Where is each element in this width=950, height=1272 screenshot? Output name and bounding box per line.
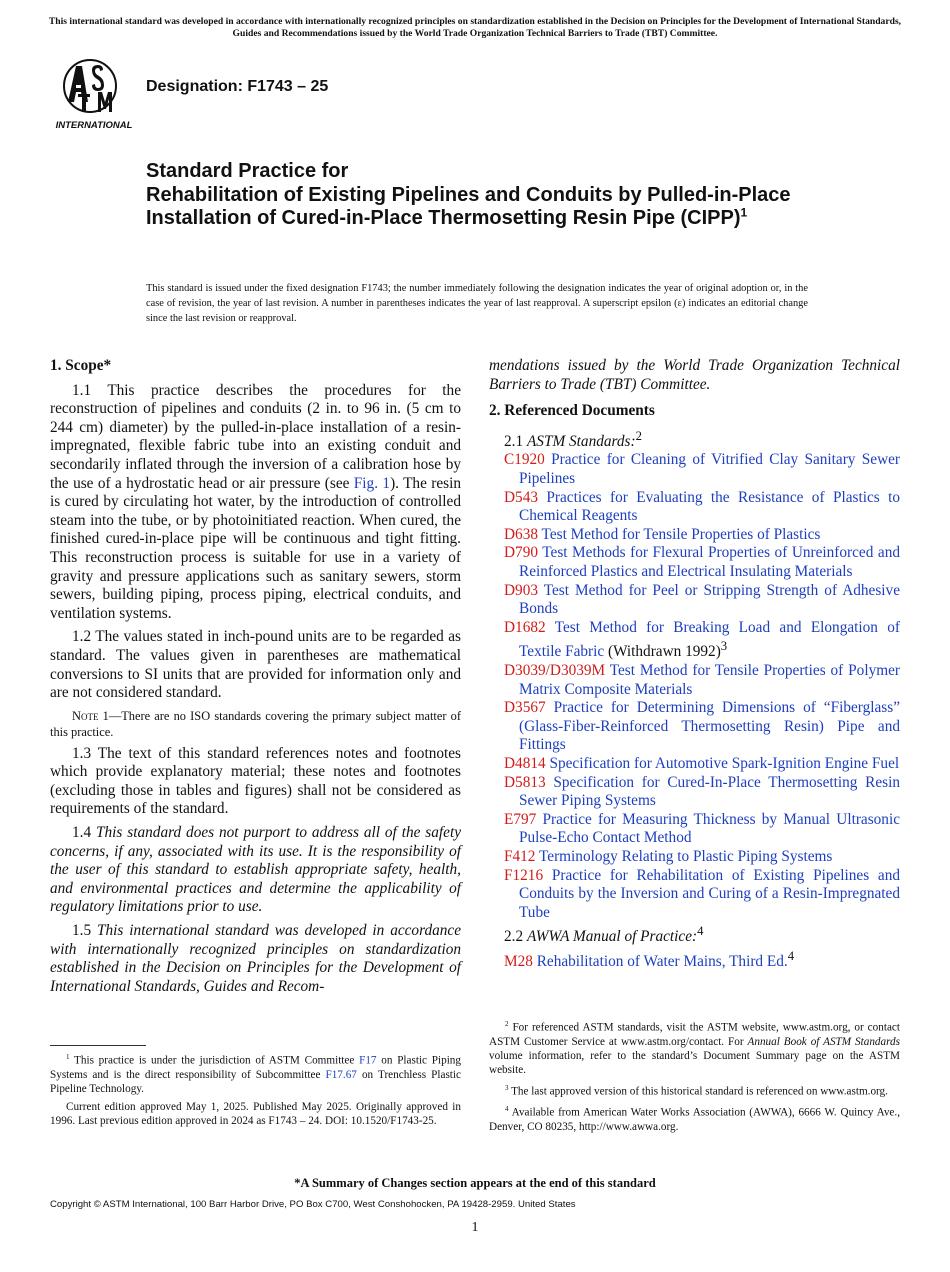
fn2-text-a: For referenced ASTM standards, visit the ASTM website, www.astm.org, or contact ASTM Customer Service at www.astm.org/contact. For	[489, 1021, 900, 1048]
subsection-awwa-manual	[489, 922, 900, 947]
committee-f17-link[interactable]: F17	[359, 1054, 377, 1067]
right-column	[489, 357, 900, 972]
title-main: Rehabilitation of Existing Pipelines and Conduits by Pulled-in-Place Installation of Cured-in-Place Thermosetting Resin Pipe (CIPP)	[146, 183, 791, 229]
reference-item	[489, 662, 900, 699]
fig-1-link[interactable]: Fig. 1	[353, 474, 391, 492]
p1-4-number: 1.4	[72, 824, 97, 842]
reference-title-link[interactable]: Practice for Rehabilitation of Existing Pipelines and Conduits by the Inversion and Curing of a Resin-Impregnated Tube	[519, 866, 900, 921]
paragraph-1-5-continued: mendations issued by the World Trade Organization Technical Barriers to Trade (TBT) Committee.	[489, 357, 900, 393]
designation: Designation: F1743 – 25	[146, 78, 329, 95]
fn4-text: Available from American Water Works Association (AWWA), 6666 W. Quincy Ave., Denver, CO 80235, http://www.awwa.org.	[489, 1107, 900, 1134]
footnotes-left	[50, 1045, 461, 1132]
reference-item	[489, 526, 900, 545]
fn1-mark: 1	[66, 1053, 70, 1061]
reference-code-link[interactable]: F412	[504, 848, 536, 866]
footnote-2	[489, 1017, 900, 1077]
note-text: 1—There are no ISO standards covering the primary subject matter of this practice.	[50, 708, 461, 739]
reference-title-link[interactable]: Test Method for Tensile Properties of Plastics	[538, 525, 821, 543]
awwa-title: AWWA Manual of Practice:	[526, 928, 698, 946]
fn1-text-a: This practice is under the jurisdiction of ASTM Committee	[69, 1054, 360, 1067]
p1-4-text: This standard does not purport to address all of the safety concerns, if any, associated with its use. It is the responsibility of the user of this standard to establish appropriate safety, health, and environmental practices and determine the applicability of regulatory limitations prior to use.	[50, 824, 461, 916]
reference-title-link[interactable]: Practice for Cleaning of Vitrified Clay Sanitary Sewer Pipelines	[519, 451, 900, 488]
paragraph-1-5	[50, 922, 461, 996]
reference-title-link[interactable]: Practices for Evaluating the Resistance of Plastics to Chemical Reagents	[519, 488, 900, 525]
astm-label: 2.1	[504, 432, 527, 450]
reference-item	[489, 699, 900, 755]
summary-of-changes-notice: *A Summary of Changes section appears at the end of this standard	[294, 1176, 656, 1190]
reference-title-link[interactable]: Terminology Relating to Plastic Piping Systems	[535, 848, 833, 866]
reference-code-link[interactable]: D3567	[504, 699, 546, 717]
reference-code-link[interactable]: C1920	[504, 451, 545, 469]
p1-5-number: 1.5	[72, 922, 98, 940]
reference-title-link[interactable]: Test Method for Tensile Properties of Polymer Matrix Composite Materials	[519, 662, 900, 698]
standard-title	[146, 160, 806, 231]
astm-footnote-mark: 2	[635, 428, 642, 443]
reference-item	[489, 947, 900, 972]
awwa-footnote-mark: 4	[697, 924, 704, 939]
title-line-1: Standard Practice for	[146, 160, 349, 182]
reference-title-link[interactable]: Practice for Determining Dimensions of “Fiberglass” (Glass-Fiber-Reinforced Thermosetting Resin) Pipe and Fittings	[519, 699, 900, 754]
fn2-mark: 2	[505, 1020, 509, 1028]
reference-footnote-mark: 4	[787, 949, 795, 964]
footnote-3	[489, 1081, 900, 1099]
reference-item	[489, 867, 900, 923]
reference-code-link[interactable]: D5813	[504, 773, 546, 791]
title-line-2	[146, 184, 806, 231]
reference-title-link[interactable]: Rehabilitation of Water Mains, Third Ed.	[532, 953, 788, 971]
reference-title-link[interactable]: Test Method for Peel or Stripping Strength of Adhesive Bonds	[519, 581, 900, 618]
reference-code-link[interactable]: D638	[504, 525, 538, 543]
subsection-astm-standards	[489, 427, 900, 452]
reference-title-link[interactable]: Test Methods for Flexural Properties of Unreinforced and Reinforced Plastics and Electrical Insulating Materials	[519, 544, 900, 581]
footnote-1	[50, 1050, 461, 1096]
astm-title: ASTM Standards:	[526, 432, 636, 450]
p1-1-text-a: 1.1 This practice describes the procedures for the reconstruction of pipelines and conduits (2 in. to 96 in. (5 cm to 244 cm) diameter) by the pulled-in-place installation of a resin-impregnated, flexible fabric tube into an existing conduit and secondarily inflated through the inversion of a calibration hose by the use of a hydrostatic head or air pressure (see	[50, 381, 461, 492]
left-column	[50, 357, 461, 1001]
reference-code-link[interactable]: M28	[504, 953, 533, 971]
reference-item	[489, 582, 900, 619]
page-number: 1	[471, 1220, 479, 1235]
paragraph-1-2: 1.2 The values stated in inch-pound units are to be regarded as standard. The values given in parentheses are mathematical conversions to SI units that are provided for information only and are not considered standard.	[50, 628, 461, 702]
p1-1-text-b: ). The resin is cured by circulating hot water, by the introduction of controlled steam into the tube, or by photoinitiated reaction. When cured, the finished cured-in-place pipe will be continuous and tight fitting. This reconstruction process is suitable for use in a variety of gravity and pressure applications such as sanitary sewers, storm sewers, building piping, process piping, electrical conduits, and ventilation systems.	[50, 474, 461, 622]
fn3-mark: 3	[505, 1083, 509, 1092]
reference-title-link[interactable]: Specification for Automotive Spark-Ignition Engine Fuel	[545, 755, 900, 773]
reference-item	[489, 811, 900, 848]
reference-footnote-mark: 3	[720, 639, 728, 654]
reference-title-link[interactable]: Practice for Measuring Thickness by Manual Ultrasonic Pulse-Echo Contact Method	[519, 810, 900, 847]
reference-code-link[interactable]: D4814	[504, 755, 546, 773]
reference-item	[489, 489, 900, 526]
reference-code-link[interactable]: D1682	[504, 618, 546, 636]
astm-international-logo	[54, 56, 134, 132]
fn1-text-c: on Trenchless Plastic Pipeline Technology.	[50, 1068, 461, 1095]
reference-code-link[interactable]: F1216	[504, 866, 544, 884]
section-heading-scope: 1. Scope*	[50, 357, 112, 374]
reference-code-link[interactable]: D790	[504, 544, 538, 562]
logo-text: INTERNATIONAL	[55, 120, 133, 131]
reference-code-link[interactable]: D3039/D3039M	[504, 662, 606, 680]
fn4-mark: 4	[505, 1105, 509, 1114]
copyright-line: Copyright © ASTM International, 100 Barr Harbor Drive, PO Box C700, West Conshohocken, PA 19428-2959. United States	[50, 1199, 576, 1210]
issue-note: This standard is issued under the fixed designation F1743; the number immediately following the designation indicates the year of original adoption or, in the case of revision, the year of last revision. A number in parentheses indicates the year of last reapproval. A superscript epsilon (ε) indicates an editorial change since the last revision or reapproval.	[146, 283, 808, 324]
reference-item	[489, 848, 900, 867]
astm-reference-list	[489, 451, 900, 922]
subcommittee-f17-67-link[interactable]: F17.67	[325, 1068, 357, 1081]
top-notice: This international standard was developed in accordance with internationally recognized principles on standardization established in the Decision on Principles for the Development of International Standards, Guides and Recommendations issued by the World Trade Organization Technical Barriers to Trade (TBT) Committee.	[48, 16, 902, 39]
section-heading-referenced-documents: 2. Referenced Documents	[489, 402, 655, 420]
fn2-text-italic: Annual Book of ASTM Standards	[747, 1035, 900, 1048]
fn2-text-b: volume information, refer to the standard’s Document Summary page on the ASTM website.	[489, 1049, 900, 1076]
fn3-text: The last approved version of this historical standard is referenced on www.astm.org.	[508, 1085, 888, 1098]
awwa-label: 2.2	[504, 928, 527, 946]
reference-code-link[interactable]: D543	[504, 488, 538, 506]
reference-extra: (Withdrawn 1992)	[604, 643, 721, 661]
paragraph-1-4	[50, 824, 461, 917]
paragraph-1-1	[50, 382, 461, 624]
reference-code-link[interactable]: D903	[504, 581, 538, 599]
awwa-reference-list	[489, 947, 900, 972]
note-1	[50, 708, 461, 740]
note-label: Note	[72, 708, 99, 723]
edition-note: Current edition approved May 1, 2025. Published May 2025. Originally approved in 1996. Last previous edition approved in 2024 as F1743 – 24. DOI: 10.1520/F1743-25.	[50, 1100, 461, 1127]
fn1-text-b: on Plastic Piping Systems and is the direct responsibility of Subcommittee	[50, 1054, 461, 1081]
footnote-4	[489, 1102, 900, 1134]
reference-item	[489, 451, 900, 488]
reference-item	[489, 544, 900, 581]
reference-title-link[interactable]: Test Method for Breaking Load and Elongation of Textile Fabric	[519, 618, 900, 661]
reference-code-link[interactable]: E797	[504, 810, 537, 828]
title-footnote-mark: 1	[740, 205, 748, 220]
paragraph-1-3: 1.3 The text of this standard references notes and footnotes which provide explanatory material; these notes and footnotes (excluding those in tables and figures) shall not be considered as requirements of the standard.	[50, 744, 461, 818]
reference-item	[489, 774, 900, 811]
p1-5-text: This international standard was developed in accordance with internationally recognized principles on standardization established in the Decision on Principles for the Development of International Standards, Guides and Recom-	[50, 922, 461, 995]
reference-item	[489, 755, 900, 774]
reference-item	[489, 619, 900, 662]
footnotes-right	[489, 1017, 900, 1138]
reference-title-link[interactable]: Specification for Cured-In-Place Thermosetting Resin Sewer Piping Systems	[519, 773, 900, 810]
footnote-rule	[50, 1045, 146, 1046]
